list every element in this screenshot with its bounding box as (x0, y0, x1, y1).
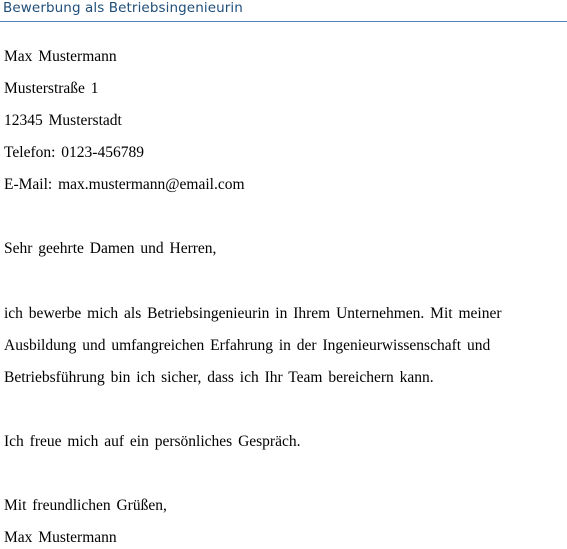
signoff: Mit freundlichen Grüßen, (4, 497, 167, 514)
body-line-1: ich bewerbe mich als Betriebsingenieurin in Ihrem Unternehmen. Mit meiner (4, 305, 502, 322)
sender-phone: Telefon: 0123-456789 (4, 144, 144, 161)
sender-city: 12345 Musterstadt (4, 112, 122, 129)
document-title: Bewerbung als Betriebsingenieurin (3, 0, 243, 16)
sender-name: Max Mustermann (4, 48, 117, 65)
body-line-3: Betriebsführung bin ich sicher, dass ich Ihr Team bereichern kann. (4, 369, 434, 386)
sender-street: Musterstraße 1 (4, 80, 99, 97)
salutation: Sehr geehrte Damen und Herren, (4, 240, 217, 257)
sender-email: E-Mail: max.mustermann@email.com (4, 176, 245, 193)
title-underline-divider (0, 21, 567, 22)
closing-line: Ich freue mich auf ein persönliches Gespräch. (4, 433, 301, 450)
body-line-2: Ausbildung und umfangreichen Erfahrung in der Ingenieurwissenschaft und (4, 337, 491, 354)
signature-name: Max Mustermann (4, 529, 117, 546)
